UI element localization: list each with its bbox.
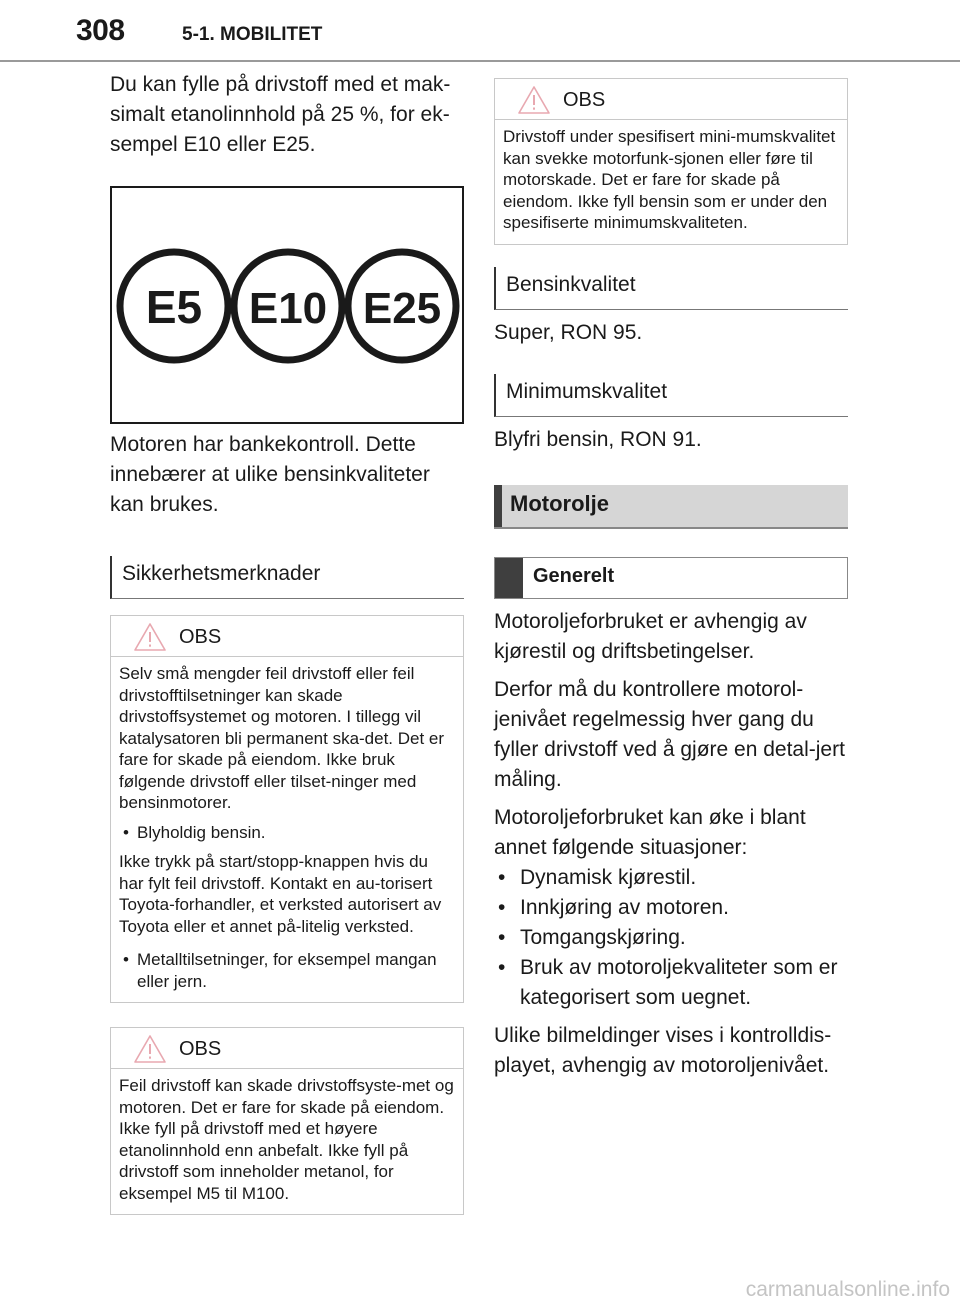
ethanol-intro-text: Du kan fylle på drivstoff med et mak-simalt etanolinnhold på 25 %, for ek-sempel E10 eller E25. — [110, 73, 451, 156]
obs-bullet-list — [119, 949, 455, 992]
obs-label: OBS — [179, 626, 222, 648]
section-title: 5-1. MOBILITET — [182, 24, 323, 45]
warning-triangle-icon — [133, 1034, 167, 1064]
obs-box-body — [111, 657, 463, 1002]
watermark: carmanualsonline.info — [745, 1278, 950, 1301]
warning-triangle-icon — [133, 622, 167, 652]
oil-messages-text: Ulike bilmeldinger vises i kontrolldis-playet, avhengig av motoroljenivået. — [494, 1023, 832, 1077]
fuel-label-e10-text: E10 — [248, 284, 328, 333]
fuel-label-figure — [110, 186, 464, 424]
obs-box-header — [495, 79, 847, 120]
list-item: • Dynamisk kjørestil. — [494, 863, 848, 893]
obs-bullet-item: • Blyholdig bensin. — [119, 822, 455, 844]
safety-notes-heading — [110, 556, 464, 599]
oil-check-text: Derfor må du kontrollere motorol-jenivået regelmessig hver gang du fyller drivstoff ved å gjøre en detal-jert måling. — [494, 677, 845, 791]
obs-label: OBS — [563, 89, 606, 111]
fuel-quality-heading-text: Bensinkvalitet — [506, 272, 636, 296]
right-column — [494, 78, 848, 1081]
engine-oil-heading — [494, 485, 848, 529]
obs-label: OBS — [179, 1038, 222, 1060]
obs-paragraph: Drivstoff under spesifisert mini-mumskvalitet kan svekke motorfunk-sjonen eller føre til motorskade. Det er fare for skade på eiendom. Ikke fyll bensin som er under den spesifiserte minimumskvaliteten. — [503, 127, 836, 232]
list-item: • Tomgangskjøring. — [494, 923, 848, 953]
obs-bullet-item: • Metalltilsetninger, for eksempel mangan eller jern. — [119, 949, 455, 992]
engine-oil-heading-text: Motorolje — [510, 490, 609, 516]
knock-control-text: Motoren har bankekontroll. Dette innebærer at ulike bensinkvaliteter kan brukes. — [110, 433, 430, 516]
obs-box-header — [111, 1028, 463, 1069]
fuel-quality-text: Super, RON 95. — [494, 320, 643, 344]
min-quality-text: Blyfri bensin, RON 91. — [494, 427, 702, 451]
heading-marker — [494, 485, 502, 527]
heading-marker — [495, 558, 523, 598]
fuel-label-e5 — [120, 252, 228, 360]
page-number: 308 — [76, 14, 125, 47]
fuel-label-e10 — [234, 252, 342, 360]
obs-box-min-quality — [494, 78, 848, 245]
min-quality-heading — [494, 374, 848, 417]
warning-triangle-icon — [517, 85, 551, 115]
general-heading — [494, 557, 848, 599]
fuel-label-e25-text: E25 — [362, 284, 442, 333]
list-item: • Bruk av motoroljekvaliteter som er kategorisert som uegnet. — [494, 953, 848, 1013]
oil-increase-text: Motoroljeforbruket kan øke i blant annet følgende situasjoner: — [494, 805, 806, 859]
obs-box-wrong-fuel — [110, 615, 464, 1003]
oil-consumption-text: Motoroljeforbruket er avhengig av kjørestil og driftsbetingelser. — [494, 609, 807, 663]
obs-paragraph: Ikke trykk på start/stopp-knappen hvis du har fylt feil drivstoff. Kontakt en au-torisert Toyota-forhandler, et verksted autorisert av Toyota eller et annet på-litelig verksted. — [119, 852, 442, 936]
page-header — [0, 0, 960, 62]
fuel-quality-heading — [494, 267, 848, 310]
oil-situations-list — [494, 863, 848, 1013]
obs-box-header — [111, 616, 463, 657]
obs-paragraph: Selv små mengder feil drivstoff eller feil drivstofftilsetninger kan skade drivstoffsystemet og motoren. I tillegg vil katalysatoren bli permanent ska-det. Det er fare for skade på eiendom. Ikke bruk følgende drivstoff eller tilset-ninger med bensinmotorer. — [119, 664, 445, 812]
min-quality-heading-text: Minimumskvalitet — [506, 379, 668, 403]
fuel-label-e5-text: E5 — [145, 281, 203, 333]
obs-box-body — [111, 1069, 463, 1214]
header-divider — [0, 60, 960, 62]
obs-box-body — [495, 120, 847, 244]
obs-box-ethanol — [110, 1027, 464, 1215]
general-heading-text: Generelt — [533, 564, 615, 587]
fuel-label-e25 — [348, 252, 456, 360]
fuel-label-graphic — [112, 188, 462, 422]
obs-bullet-list — [119, 822, 455, 844]
obs-paragraph: Feil drivstoff kan skade drivstoffsyste-met og motoren. Det er fare for skade på eiendom. Ikke fyll på drivstoff med et høyere etanolinnhold enn anbefalt. Ikke fyll på drivstoff som inneholder metanol, for eksempel M5 til M100. — [119, 1076, 454, 1203]
list-item: • Innkjøring av motoren. — [494, 893, 848, 923]
left-column — [110, 68, 464, 1215]
safety-notes-heading-text: Sikkerhetsmerknader — [122, 562, 321, 585]
